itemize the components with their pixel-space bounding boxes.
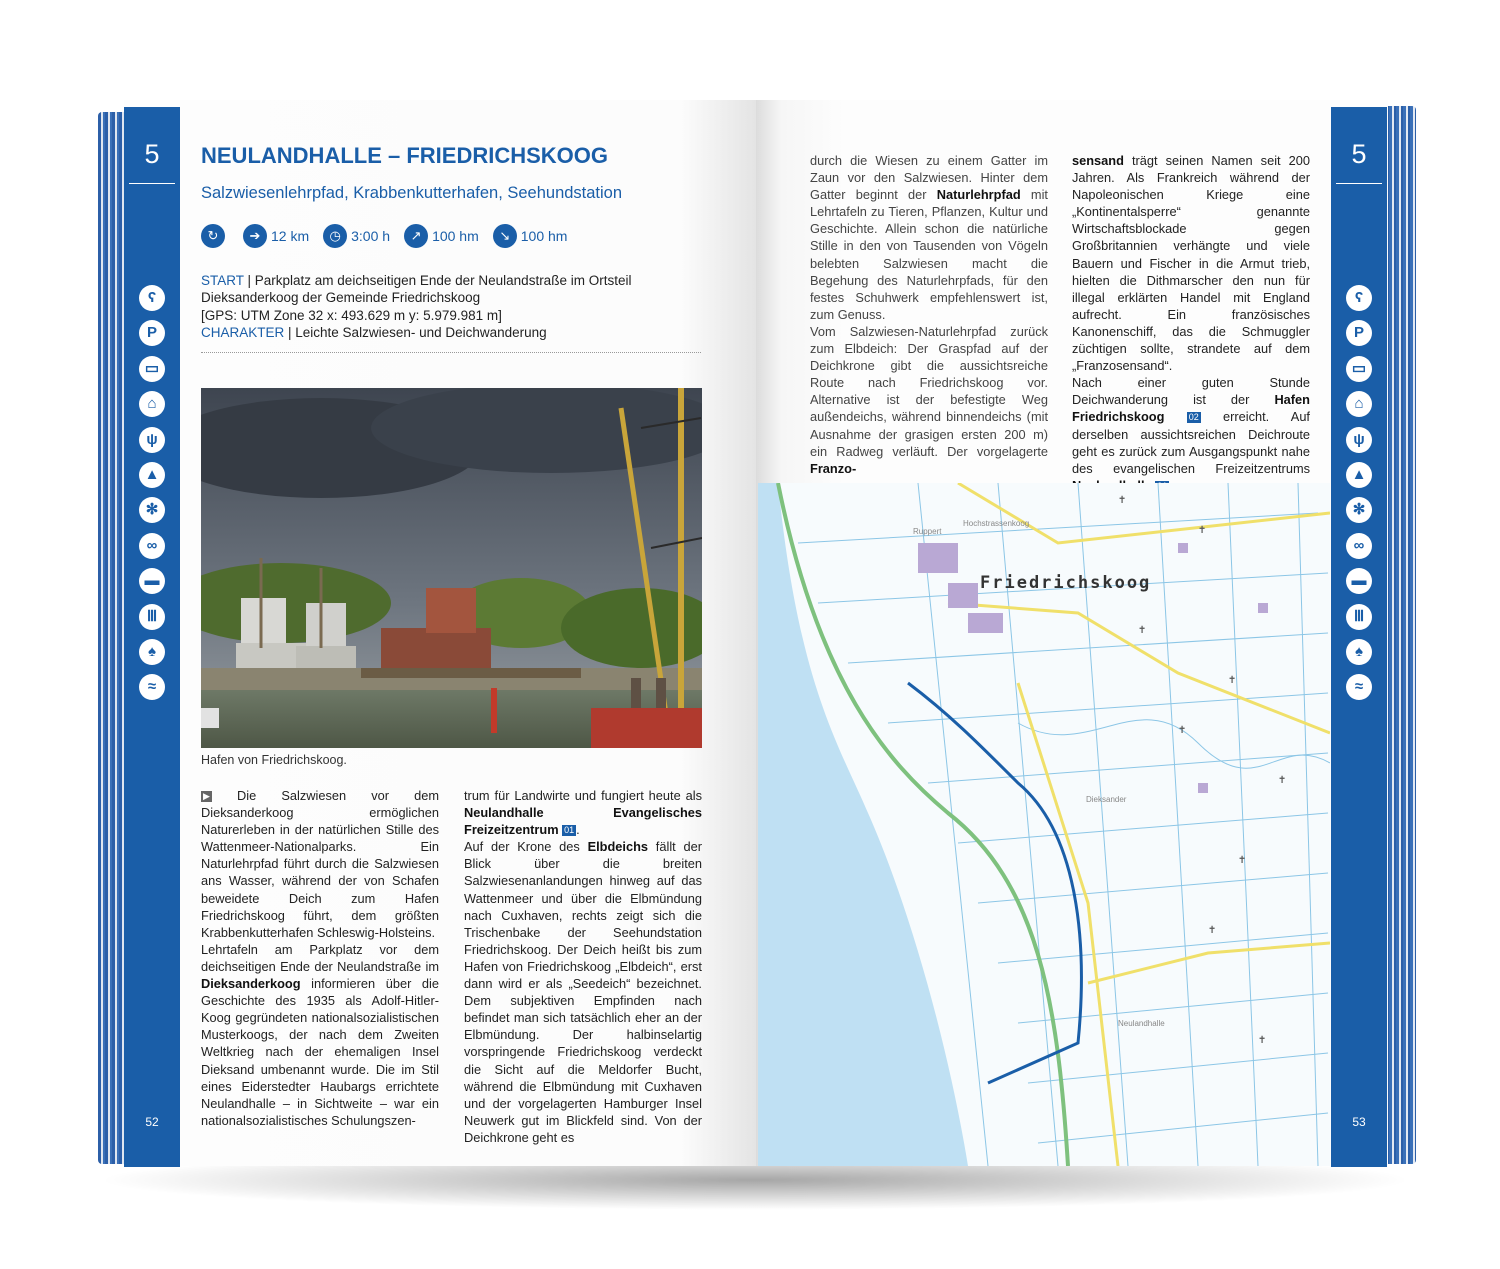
- svg-text:✝: ✝: [1258, 1035, 1267, 1046]
- tab-divider: [129, 183, 175, 184]
- map-place-label: Dieksander: [1086, 795, 1127, 804]
- svg-text:✝: ✝: [1278, 775, 1287, 786]
- text-column-3: [810, 152, 1048, 477]
- duration-value: 3:00 h: [351, 228, 391, 244]
- bear-icon: ʕ: [139, 285, 165, 311]
- svg-text:✝: ✝: [1238, 855, 1247, 866]
- route-title: NEULANDHALLE – FRIEDRICHSKOOG: [201, 143, 609, 168]
- start-line: START | Parkplatz am deichseitigen Ende der Neulandstraße im Ortsteil: [201, 273, 632, 288]
- accommodation-icon: ▬: [139, 568, 165, 594]
- accommodation-icon: ▬: [1346, 568, 1372, 594]
- chapter-number: 5: [144, 139, 160, 169]
- descent-icon: ↘: [493, 224, 517, 248]
- route-subtitle: Salzwiesenlehrpfad, Krabbenkutterhafen, Seehundstation: [201, 184, 623, 202]
- info-divider: [201, 352, 701, 353]
- descent-stat: [493, 224, 568, 248]
- waypoint-marker: 02: [1188, 412, 1199, 423]
- svg-text:✝: ✝: [1138, 625, 1147, 636]
- chapter-tab-left: [124, 107, 180, 1167]
- svg-text:✝: ✝: [1208, 925, 1217, 936]
- character-label: CHARAKTER: [201, 324, 285, 340]
- paragraph: ▶ Die Salzwiesen vor dem Dieksanderkoog ermöglichen Naturerleben in der natürlichen Stille des Wattenmeer-Nationalparks. Ein Naturlehrpfad führt durch die Salzwiesen ans Wasser, während der von Schafen beweidete Deich zum Hafen Friedrichskoog führt, dem größten Krabbenkutterhafen Schleswig-Holsteins.: [201, 788, 439, 940]
- paragraph: Nach einer guten Stunde Deichwanderung ist der Hafen Friedrichskoog 02 erreicht. Auf derselben aussichtsreichen Deichroute geht es zurück zum Ausgangspunkt nahe des evangelischen Freizeitzentrums: [1072, 374, 1310, 494]
- bicycle-icon: ∞: [139, 533, 165, 559]
- signpost-icon: ➔: [243, 224, 267, 248]
- swimming-icon: ≈: [139, 674, 165, 700]
- text-column-2: [464, 787, 702, 1146]
- bicycle-icon: ∞: [1346, 533, 1372, 559]
- map-place-label: Neulandhalle: [1118, 1019, 1165, 1028]
- svg-text:✝: ✝: [1228, 675, 1237, 686]
- tab-divider: [1336, 183, 1382, 184]
- map-place-label: Ruppert: [913, 527, 942, 536]
- summit-icon: ▲: [1346, 462, 1372, 488]
- loop-icon: ↻: [201, 224, 225, 248]
- descent-value: 100 hm: [520, 228, 568, 244]
- snowflake-icon: ✻: [1346, 497, 1372, 523]
- svg-text:✝: ✝: [1178, 725, 1187, 736]
- tab-icon-list: [1331, 285, 1387, 710]
- start-label: START: [201, 273, 244, 288]
- ascent-value: 100 hm: [432, 228, 479, 244]
- gps-line: [GPS: UTM Zone 32 x: 493.629 m y: 5.979.981 m]: [201, 307, 502, 323]
- paragraph: Auf der Krone des Elbdeichs fällt der Blick über die breiten Salzwiesenanlandungen hinweg auf das Wattenmeer und über die Elbmündung nach Cuxhaven, rechts zeigt sich die Trischenbake der Seehundstation Friedrichskoog. Der Deich heißt bis zum Hafen von Friedrichskoog „Elbdeich“, erst dann wird er als „Seedeich“ bezeichnet. Dem subjektiven Empfinden nach befindet man sich tatsächlich eher an der Elbmündung. Der halbinselartig vorspringende Friedrichskoog verdeckt die Sicht auf die Meldorfer Bucht, während die Elbmündung mit Cuxhaven und der vorgelagerten Hamburger Insel Neuwerk gut im Blickfeld sind. Von der Deichkrone geht es: [464, 839, 702, 1145]
- tree-icon: ♠: [1346, 639, 1372, 665]
- text-column-1: [201, 787, 439, 1129]
- tree-icon: ♠: [139, 639, 165, 665]
- kiosk-icon: ⌂: [139, 391, 165, 417]
- paragraph: trum für Landwirte und fungiert heute als Neulandhalle Evangelisches Freizeitzentrum 01 .: [464, 788, 702, 838]
- parking-icon: P: [139, 320, 165, 346]
- page-number-left: 52: [145, 1115, 159, 1129]
- tab-icon-list: [124, 285, 180, 710]
- swimming-icon: ≈: [1346, 674, 1372, 700]
- clock-icon: ◷: [323, 224, 347, 248]
- page-number-right: 53: [1352, 1115, 1366, 1129]
- loop-stat: [201, 224, 229, 248]
- chapter-tab-right: [1331, 107, 1387, 1167]
- route-stats: [201, 224, 581, 248]
- restaurant-icon: ψ: [1346, 427, 1372, 453]
- route-info: [201, 272, 701, 341]
- paragraph: Lehrtafeln am Parkplatz vor dem deichseitigen Ende der Neulandstraße im Dieksanderkoog informieren über die Geschichte des 1935 als Adolf-Hitler-Koog gegründeten nationalsozialistischen Musterkoogs, der nach dem Zweiten Weltkrieg nach der ehemaligen Insel Dieksand umbenannt wurde. Die im Stil eines Eiderstedter Haubargs errichtete Neulandhalle – in Sichtweite – war ein nationalsozialistisches Schulungszen-: [201, 941, 439, 1128]
- distance-value: 12 km: [271, 228, 310, 244]
- bus-icon: ▭: [139, 356, 165, 382]
- map-place-label: Hochstrassenkoog: [963, 519, 1030, 528]
- snowflake-icon: ✻: [139, 497, 165, 523]
- text-column-4: [1072, 152, 1310, 494]
- waypoint-marker: 01: [564, 825, 575, 836]
- paragraph: sensand trägt seinen Namen seit 200 Jahren. Als Frankreich während der Napoleonischen Kriege eine „Kontinentalsperre“ genannte Wirtschaftsblockade gegen Großbritannien verhängte und viele Bauern und Fischer in die Armut trieb, hielten die Dithmarscher den nun für illegal erklärten Handel mit England aufrecht. Ein französisches Kanonenschiff, das die Schmuggler züchtigen sollte, strandete auf dem „Franzosensand“.: [1072, 153, 1310, 374]
- map-town-label: Friedrichskoog: [980, 573, 1152, 593]
- svg-text:✝: ✝: [1198, 525, 1207, 536]
- harbor-photo: [201, 388, 702, 748]
- museum-icon: Ⅲ: [1346, 604, 1372, 630]
- parking-icon: P: [1346, 320, 1372, 346]
- duration-stat: [323, 224, 390, 248]
- bus-icon: ▭: [1346, 356, 1372, 382]
- kiosk-icon: ⌂: [1346, 391, 1372, 417]
- restaurant-icon: ψ: [139, 427, 165, 453]
- summit-icon: ▲: [139, 462, 165, 488]
- svg-text:✝: ✝: [1118, 495, 1127, 506]
- museum-icon: Ⅲ: [139, 604, 165, 630]
- paragraph: durch die Wiesen zu einem Gatter im Zaun vor den Salzwiesen. Hinter dem Gatter beginnt der Naturlehrpfad mit Lehrtafeln zu Tieren, Pflanzen, Kultur und Geschichte. Allein schon die natürliche Stille in den von Tausenden von Vögeln belebten Salzwiesen macht die Begehung des Naturlehrpfads, für den festes Schuhwerk empfehlenswert ist, zum Genuss.: [810, 153, 1048, 322]
- bear-icon: ʕ: [1346, 285, 1372, 311]
- arrow-icon: ▶: [203, 791, 210, 801]
- character-line: CHARAKTER | Leichte Salzwiesen- und Deichwanderung: [201, 324, 547, 340]
- ascent-stat: [404, 224, 479, 248]
- route-map: [758, 483, 1330, 1166]
- distance-stat: [243, 224, 309, 248]
- start-line-2: Dieksanderkoog der Gemeinde Friedrichskoog: [201, 290, 481, 306]
- ascent-icon: ↗: [404, 224, 428, 248]
- photo-caption: Hafen von Friedrichskoog.: [201, 753, 347, 767]
- chapter-number: 5: [1351, 139, 1367, 169]
- paragraph: Vom Salzwiesen-Naturlehrpfad zurück zum Elbdeich: Der Graspfad auf der Deichkrone gibt die aussichtsreiche Route nach Friedrichskoog vor. Alternative ist der befestigte Weg außendeichs, während binnendeichs (mit Ausnahme der grasigen ersten 200 m) ein Radweg verläuft. Der vorgelagerte Franzo-: [810, 323, 1048, 476]
